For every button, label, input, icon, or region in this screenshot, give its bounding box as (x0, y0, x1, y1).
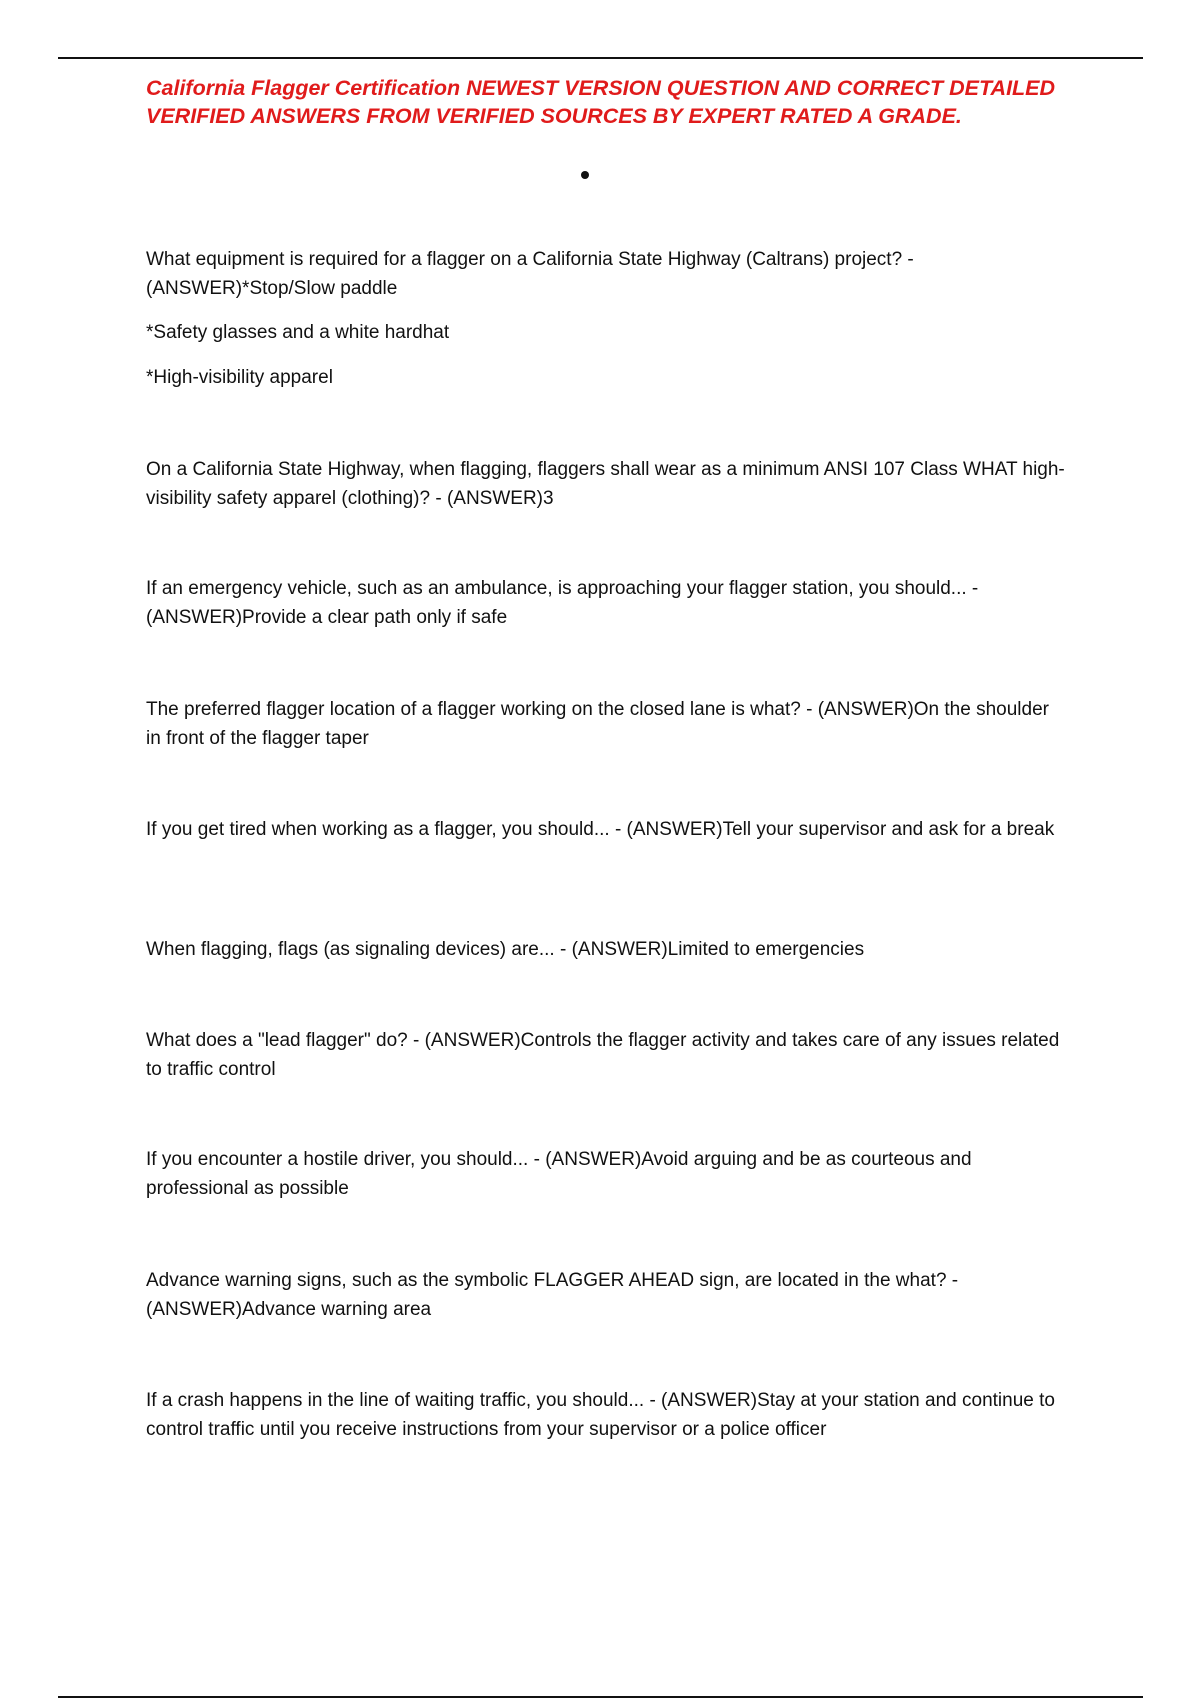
qa-text: On a California State Highway, when flagging, flaggers shall wear as a minimum ANSI 107 Class WHAT high-visibility safety apparel (clothing)? - (ANSWER)3 (146, 459, 1065, 509)
qa-item (146, 1146, 1066, 1203)
qa-text: The preferred flagger location of a flagger working on the closed lane is what? - (ANSWER)On the shoulder in front of the flagger taper (146, 699, 1049, 749)
bullet-point (581, 171, 589, 179)
qa-text: If an emergency vehicle, such as an ambulance, is approaching your flagger station, you should... - (ANSWER)Provide a clear path only if safe (146, 578, 979, 628)
qa-item (146, 1027, 1066, 1084)
qa-item (146, 456, 1066, 513)
qa-item (146, 246, 1066, 392)
qa-item (146, 575, 1066, 632)
qa-answer-line: *Safety glasses and a white hardhat (146, 322, 450, 343)
qa-item (146, 1387, 1066, 1444)
qa-item (146, 816, 1066, 845)
top-rule (58, 57, 1143, 59)
qa-text: What equipment is required for a flagger on a California State Highway (Caltrans) project? - (ANSWER)*Stop/Slow paddle (146, 249, 914, 299)
qa-answer-line: *High-visibility apparel (146, 366, 333, 388)
qa-text: What does a "lead flagger" do? - (ANSWER)Controls the flagger activity and takes care of any issues related to traffic control (146, 1030, 1060, 1080)
document-title: California Flagger Certification NEWEST VERSION QUESTION AND CORRECT DETAILED VERIFIED ANSWERS FROM VERIFIED SOURCES BY EXPERT RATED A GRADE. (146, 76, 1056, 128)
qa-text: If you encounter a hostile driver, you should... - (ANSWER)Avoid arguing and be as courteous and professional as possible (146, 1149, 972, 1199)
qa-item (146, 1267, 1066, 1324)
qa-text: If you get tired when working as a flagger, you should... - (ANSWER)Tell your supervisor and ask for a break (146, 819, 1055, 840)
qa-item (146, 936, 1066, 965)
qa-text: If a crash happens in the line of waiting traffic, you should... - (ANSWER)Stay at your station and continue to control traffic until you receive instructions from your supervisor or a police officer (146, 1390, 1055, 1440)
bottom-rule (58, 1696, 1143, 1698)
qa-text: Advance warning signs, such as the symbolic FLAGGER AHEAD sign, are located in the what? - (ANSWER)Advance warning area (146, 1270, 959, 1320)
qa-item (146, 696, 1066, 753)
qa-text: When flagging, flags (as signaling devices) are... - (ANSWER)Limited to emergencies (146, 939, 865, 960)
